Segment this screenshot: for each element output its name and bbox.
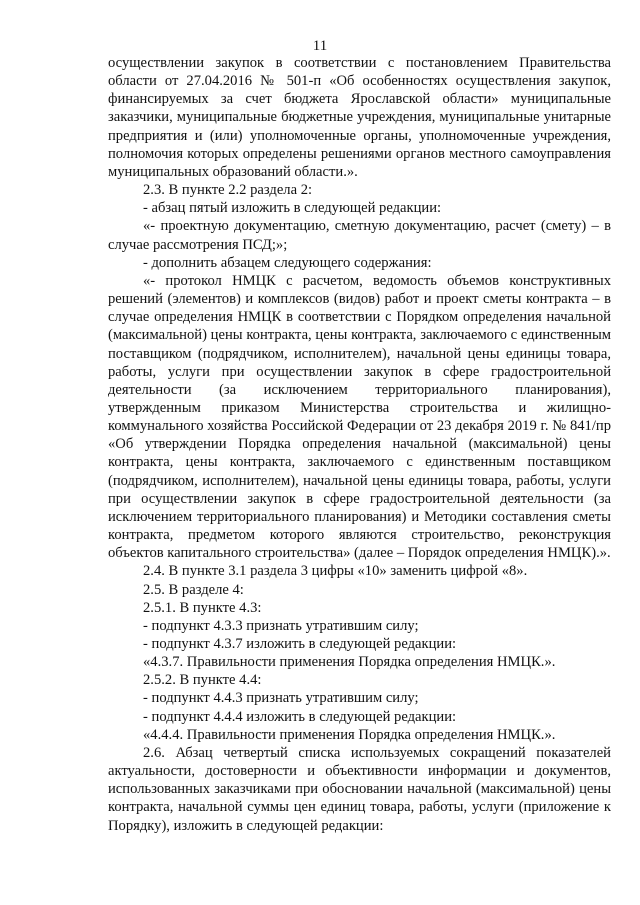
paragraph-2-3: 2.3. В пункте 2.2 раздела 2: xyxy=(143,182,313,199)
paragraph-abzac-5: - абзац пятый изложить в следующей редакции: xyxy=(143,200,442,217)
paragraph-4-4-4: - подпункт 4.4.4 изложить в следующей редакции: xyxy=(143,708,457,725)
paragraph-2-5: 2.5. В разделе 4: xyxy=(143,581,244,598)
paragraph-quote-nmck: «- протокол НМЦК с расчетом, ведомость объемов конструктивных решений (элементов) и комплексов (видов) работ и проект сметы контракта – в случае определения НМЦК в соответствии с Порядком определения начальной (максимальной) цены контракта, цены контракта, заключаемого с единственным поставщиком (подрядчиком, исполнителем), начальной цены единицы товара, работы, услуги при осуществлении закупок в сфере градостроительной деятельности (за исключением территориального планирования), утвержденным приказом Министерства строительства и жилищно-коммунального хозяйства Российской Федерации от 23 декабря 2019 г. № 841/пр «Об утверждении Порядка определения начальной (максимальной) цены контракта, цены контракта, заключаемого с единственным поставщиком (подрядчиком, исполнителем), начальной цены единицы товара, работы, услуги при осуществлении закупок в сфере градостроительной деятельности (за исключением территориального планирования) и Методики составления сметы контракта, предметом которого являются строительство, реконструкция объектов капитального строительства» (далее – Порядок определения НМЦК).». xyxy=(108,272,611,562)
paragraph-quote-4-4-4: «4.4.4. Правильности применения Порядка определения НМЦК.». xyxy=(143,726,556,743)
paragraph-2-6: 2.6. Абзац четвертый списка используемых сокращений показателей актуальности, достоверности и объективности информации и документов, использованных заказчиками при обосновании начальной (максимальной) цены контракта, начальной суммы цен единиц товара, работы, услуги (приложение к Порядку), изложить в следующей редакции: xyxy=(108,744,611,834)
paragraph-4-3-7: - подпункт 4.3.7 изложить в следующей редакции: xyxy=(143,636,457,652)
document-body xyxy=(108,54,611,835)
paragraph-2-5-1: 2.5.1. В пункте 4.3: xyxy=(143,599,262,616)
paragraph-4-3-3: - подпункт 4.3.3 признать утратившим силу; xyxy=(143,617,419,634)
paragraph-4-4-3: - подпункт 4.4.3 признать утратившим силу; xyxy=(143,690,419,707)
page-number: 11 xyxy=(312,38,328,54)
paragraph-2-4: 2.4. В пункте 3.1 раздела 3 цифры «10» заменить цифрой «8». xyxy=(143,563,528,580)
paragraph-quote-4-3-7: «4.3.7. Правильности применения Порядка определения НМЦК.». xyxy=(143,654,556,671)
paragraph-add-abzac: - дополнить абзацем следующего содержания: xyxy=(143,254,432,271)
paragraph-quote-psd: «- проектную документацию, сметную документацию, расчет (смету) – в случае рассмотрения ПСД;»; xyxy=(108,218,611,253)
paragraph-2-5-2: 2.5.2. В пункте 4.4: xyxy=(143,672,262,689)
paragraph-continuation: осуществлении закупок в соответствии с постановлением Правительства области от 27.04.2016 № 501-п «Об особенностях осуществления закупок, финансируемых за счет бюджета Ярославской области» муниципальные заказчики, муниципальные бюджетные учреждения, муниципальные унитарные предприятия и (или) уполномоченные органы, уполномоченные учреждения, полномочия которых определены решениями органов местного самоуправления муниципальных образований области.». xyxy=(108,55,611,180)
